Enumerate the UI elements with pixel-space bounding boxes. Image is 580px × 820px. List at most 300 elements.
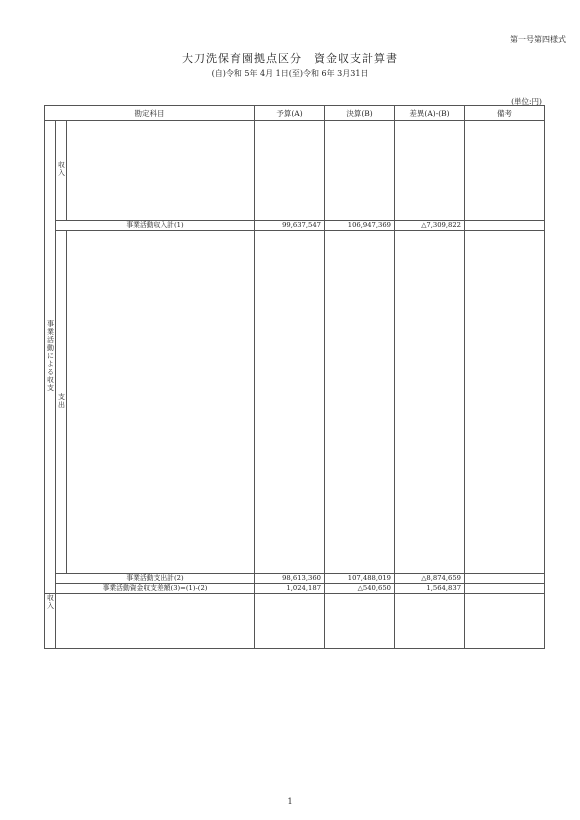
account-label (67, 447, 255, 456)
actual-value (325, 438, 395, 447)
budget-value (255, 501, 325, 510)
table-row (45, 429, 545, 438)
budget-value (255, 537, 325, 546)
table-row (45, 519, 545, 528)
difference-value (395, 202, 465, 211)
actual-value (325, 348, 395, 357)
table-row (45, 294, 545, 303)
remarks-cell (465, 384, 545, 393)
budget-value (255, 384, 325, 393)
budget-value: 1,024,187 (255, 584, 325, 594)
budget-value (255, 175, 325, 184)
budget-value (255, 519, 325, 528)
account-label (67, 130, 255, 139)
remarks-cell (465, 157, 545, 166)
table-row (45, 447, 545, 456)
budget-value (255, 411, 325, 420)
difference-value (395, 555, 465, 564)
account-label (67, 321, 255, 330)
table-row (45, 555, 545, 564)
actual-value (325, 211, 395, 221)
remarks-cell (465, 312, 545, 321)
budget-value (255, 438, 325, 447)
actual-value (325, 447, 395, 456)
remarks-cell (465, 258, 545, 267)
table-row (45, 303, 545, 312)
table-row (45, 384, 545, 393)
table-row (45, 411, 545, 420)
table-row (45, 258, 545, 267)
account-label (67, 393, 255, 402)
remarks-cell (465, 519, 545, 528)
section-label: 収入 (46, 594, 55, 610)
next-section-row (45, 594, 545, 649)
budget-value (255, 546, 325, 555)
account-label (67, 193, 255, 202)
budget-value (255, 474, 325, 483)
remarks-cell (465, 456, 545, 465)
remarks-cell (465, 555, 545, 564)
col-remarks: 備考 (465, 106, 545, 121)
budget-value (255, 130, 325, 139)
account-label (67, 555, 255, 564)
account-label (67, 537, 255, 546)
actual-value (325, 121, 395, 131)
budget-value (255, 348, 325, 357)
remarks-cell (465, 294, 545, 303)
budget-value (255, 429, 325, 438)
table-row (45, 366, 545, 375)
table-row (45, 546, 545, 555)
difference-value (395, 375, 465, 384)
remarks-cell (465, 202, 545, 211)
budget-value (255, 456, 325, 465)
difference-value (395, 276, 465, 285)
table-row (45, 537, 545, 546)
remarks-cell (465, 139, 545, 148)
section-label: 収入 (57, 161, 66, 177)
actual-value (325, 564, 395, 574)
table-row (45, 202, 545, 211)
difference-value (395, 474, 465, 483)
difference-value (395, 348, 465, 357)
actual-value (325, 366, 395, 375)
table-row (45, 456, 545, 465)
difference-value (395, 456, 465, 465)
budget-value (255, 393, 325, 402)
budget-value (255, 139, 325, 148)
fiscal-period: (自)令和 5年 4月 1日(至)令和 6年 3月31日 (211, 69, 369, 78)
balance-label: 事業活動資金収支差額(3)=(1)-(2) (56, 584, 255, 594)
account-label (67, 184, 255, 193)
total-row (45, 221, 545, 231)
difference-value (395, 384, 465, 393)
remarks-cell (465, 510, 545, 519)
empty-cell (325, 594, 395, 649)
difference-value (395, 465, 465, 474)
account-label (67, 438, 255, 447)
table-row (45, 402, 545, 411)
table-header-row (45, 106, 545, 121)
remarks-cell (465, 321, 545, 330)
actual-value (325, 519, 395, 528)
actual-value (325, 510, 395, 519)
actual-value (325, 411, 395, 420)
account-label (67, 148, 255, 157)
difference-value (395, 447, 465, 456)
remarks-cell (465, 411, 545, 420)
table-row (45, 193, 545, 202)
actual-value (325, 202, 395, 211)
remarks-cell (465, 166, 545, 175)
budget-value (255, 510, 325, 519)
table-bottom-border (45, 649, 545, 650)
difference-value (395, 258, 465, 267)
budget-value (255, 276, 325, 285)
actual-value (325, 375, 395, 384)
actual-value (325, 474, 395, 483)
budget-value (255, 294, 325, 303)
table-row (45, 249, 545, 258)
table-row (45, 510, 545, 519)
table-row (45, 148, 545, 157)
table-row (45, 139, 545, 148)
table-row (45, 166, 545, 175)
difference-value (395, 175, 465, 184)
total-label: 事業活動収入計(1) (56, 221, 255, 231)
remarks-cell (465, 249, 545, 258)
remarks-cell (465, 483, 545, 492)
difference-value (395, 411, 465, 420)
remarks-cell (465, 211, 545, 221)
col-account: 勘定科目 (45, 106, 255, 121)
table-row (45, 211, 545, 221)
difference-value (395, 312, 465, 321)
difference-value (395, 211, 465, 221)
budget-value (255, 121, 325, 131)
table-row (45, 240, 545, 249)
budget-value (255, 555, 325, 564)
budget-value (255, 402, 325, 411)
remarks-cell (465, 348, 545, 357)
difference-value (395, 438, 465, 447)
account-label (67, 564, 255, 574)
difference-value (395, 510, 465, 519)
difference-value (395, 564, 465, 574)
account-label (67, 483, 255, 492)
difference-value (395, 501, 465, 510)
table-row (45, 130, 545, 139)
difference-value (395, 240, 465, 249)
budget-value (255, 330, 325, 339)
account-label (67, 139, 255, 148)
budget-value (255, 193, 325, 202)
budget-value (255, 492, 325, 501)
account-label (67, 157, 255, 166)
account-label (67, 312, 255, 321)
total-label: 事業活動支出計(2) (56, 574, 255, 584)
table-row (45, 492, 545, 501)
account-label (67, 474, 255, 483)
table-row (45, 267, 545, 276)
remarks-cell (465, 285, 545, 294)
table-row (45, 312, 545, 321)
difference-value (395, 249, 465, 258)
table-row (45, 175, 545, 184)
difference-value (395, 393, 465, 402)
actual-value (325, 294, 395, 303)
account-label (67, 528, 255, 537)
difference-value (395, 366, 465, 375)
empty-cell (255, 594, 325, 649)
difference-value (395, 294, 465, 303)
page-number: 1 (287, 797, 293, 806)
difference-value (395, 357, 465, 366)
actual-value (325, 285, 395, 294)
actual-value (325, 139, 395, 148)
total-row (45, 574, 545, 584)
remarks-cell (465, 564, 545, 574)
document-title: 大刀洗保育園拠点区分 資金収支計算書 (182, 52, 398, 65)
remarks-cell (465, 193, 545, 202)
account-label (67, 202, 255, 211)
actual-value (325, 175, 395, 184)
actual-value (325, 258, 395, 267)
remarks-cell (465, 276, 545, 285)
form-number: 第一号第四様式 (510, 35, 566, 44)
actual-value (325, 402, 395, 411)
table-row (45, 348, 545, 357)
actual-value (325, 321, 395, 330)
difference-value (395, 157, 465, 166)
account-label (67, 231, 255, 241)
remarks-cell (465, 121, 545, 131)
budget-value (255, 357, 325, 366)
remarks-cell (465, 537, 545, 546)
actual-value (325, 465, 395, 474)
actual-value (325, 303, 395, 312)
difference-value (395, 321, 465, 330)
table-row (45, 483, 545, 492)
account-label (67, 411, 255, 420)
border-cell (45, 649, 545, 650)
remarks-cell (465, 221, 545, 231)
remarks-cell (465, 303, 545, 312)
remarks-cell (465, 528, 545, 537)
remarks-cell (465, 231, 545, 241)
table-row (45, 121, 545, 131)
difference-value (395, 402, 465, 411)
difference-value (395, 166, 465, 175)
account-label (67, 501, 255, 510)
budget-value (255, 303, 325, 312)
difference-value (395, 330, 465, 339)
account-label (67, 249, 255, 258)
account-label (67, 303, 255, 312)
difference-value (395, 193, 465, 202)
account-label (67, 384, 255, 393)
table-row (45, 231, 545, 241)
budget-value (255, 420, 325, 429)
actual-value (325, 537, 395, 546)
account-label (67, 330, 255, 339)
table-row (45, 438, 545, 447)
table-row (45, 157, 545, 166)
actual-value: 106,947,369 (325, 221, 395, 231)
actual-value (325, 312, 395, 321)
table-body (45, 121, 545, 650)
remarks-cell (465, 546, 545, 555)
empty-cell (465, 594, 545, 649)
budget-value (255, 447, 325, 456)
actual-value (325, 249, 395, 258)
remarks-cell (465, 447, 545, 456)
actual-value (325, 501, 395, 510)
actual-value (325, 166, 395, 175)
section-label: 事業活動による収支 (46, 319, 55, 392)
table-row (45, 420, 545, 429)
difference-value (395, 231, 465, 241)
actual-value (325, 267, 395, 276)
actual-value (325, 240, 395, 249)
budget-value: 98,613,360 (255, 574, 325, 584)
budget-value (255, 184, 325, 193)
remarks-cell (465, 330, 545, 339)
difference-value: 1,564,837 (395, 584, 465, 594)
actual-value (325, 456, 395, 465)
difference-value (395, 528, 465, 537)
table-row (45, 339, 545, 348)
table-row (45, 501, 545, 510)
actual-value (325, 184, 395, 193)
table-row (45, 564, 545, 574)
remarks-cell (465, 492, 545, 501)
difference-value (395, 285, 465, 294)
section-expense-cell (56, 231, 67, 574)
section-main-cell (45, 121, 56, 594)
budget-value (255, 465, 325, 474)
remarks-cell (465, 240, 545, 249)
remarks-cell (465, 366, 545, 375)
budget-value (255, 339, 325, 348)
budget-value: 99,637,547 (255, 221, 325, 231)
col-actual: 決算(B) (325, 106, 395, 121)
account-label (67, 465, 255, 474)
actual-value (325, 492, 395, 501)
actual-value (325, 276, 395, 285)
budget-value (255, 202, 325, 211)
account-label (67, 348, 255, 357)
actual-value (325, 193, 395, 202)
remarks-cell (465, 474, 545, 483)
difference-value (395, 267, 465, 276)
actual-value (325, 157, 395, 166)
account-label (67, 166, 255, 175)
actual-value: 107,488,019 (325, 574, 395, 584)
table-row (45, 393, 545, 402)
account-label (67, 546, 255, 555)
account-label (67, 366, 255, 375)
difference-value (395, 420, 465, 429)
account-label (67, 510, 255, 519)
budget-value (255, 285, 325, 294)
col-budget: 予算(A) (255, 106, 325, 121)
remarks-cell (465, 148, 545, 157)
remarks-cell (465, 584, 545, 594)
difference-value: △8,874,659 (395, 574, 465, 584)
account-label (67, 456, 255, 465)
account-label (67, 121, 255, 131)
budget-value (255, 157, 325, 166)
remarks-cell (465, 184, 545, 193)
actual-value (325, 339, 395, 348)
account-label (67, 519, 255, 528)
table-row (45, 184, 545, 193)
total-row (45, 584, 545, 594)
actual-value (325, 130, 395, 139)
remarks-cell (465, 130, 545, 139)
section-next-cell (45, 594, 56, 649)
account-label (67, 285, 255, 294)
budget-value (255, 528, 325, 537)
budget-value (255, 166, 325, 175)
empty-cell (395, 594, 465, 649)
budget-value (255, 564, 325, 574)
budget-value (255, 258, 325, 267)
budget-value (255, 375, 325, 384)
remarks-cell (465, 175, 545, 184)
account-label (67, 294, 255, 303)
section-label: 支出 (57, 392, 66, 409)
budget-value (255, 249, 325, 258)
col-difference: 差異(A)-(B) (395, 106, 465, 121)
actual-value (325, 330, 395, 339)
remarks-cell (465, 393, 545, 402)
remarks-cell (465, 501, 545, 510)
table-row (45, 465, 545, 474)
account-label (67, 339, 255, 348)
actual-value (325, 546, 395, 555)
difference-value (395, 139, 465, 148)
actual-value (325, 528, 395, 537)
account-label (67, 402, 255, 411)
actual-value (325, 357, 395, 366)
difference-value (395, 483, 465, 492)
remarks-cell (465, 339, 545, 348)
actual-value (325, 148, 395, 157)
budget-value (255, 366, 325, 375)
remarks-cell (465, 357, 545, 366)
difference-value (395, 537, 465, 546)
actual-value (325, 420, 395, 429)
remarks-cell (465, 375, 545, 384)
budget-value (255, 231, 325, 241)
account-label (67, 175, 255, 184)
account-label (67, 429, 255, 438)
table-row (45, 528, 545, 537)
difference-value (395, 339, 465, 348)
difference-value (395, 148, 465, 157)
difference-value (395, 130, 465, 139)
account-label (67, 420, 255, 429)
account-label (67, 276, 255, 285)
table-row (45, 321, 545, 330)
remarks-cell (465, 574, 545, 584)
account-label (67, 211, 255, 221)
budget-value (255, 240, 325, 249)
actual-value: △540,650 (325, 584, 395, 594)
difference-value (395, 429, 465, 438)
